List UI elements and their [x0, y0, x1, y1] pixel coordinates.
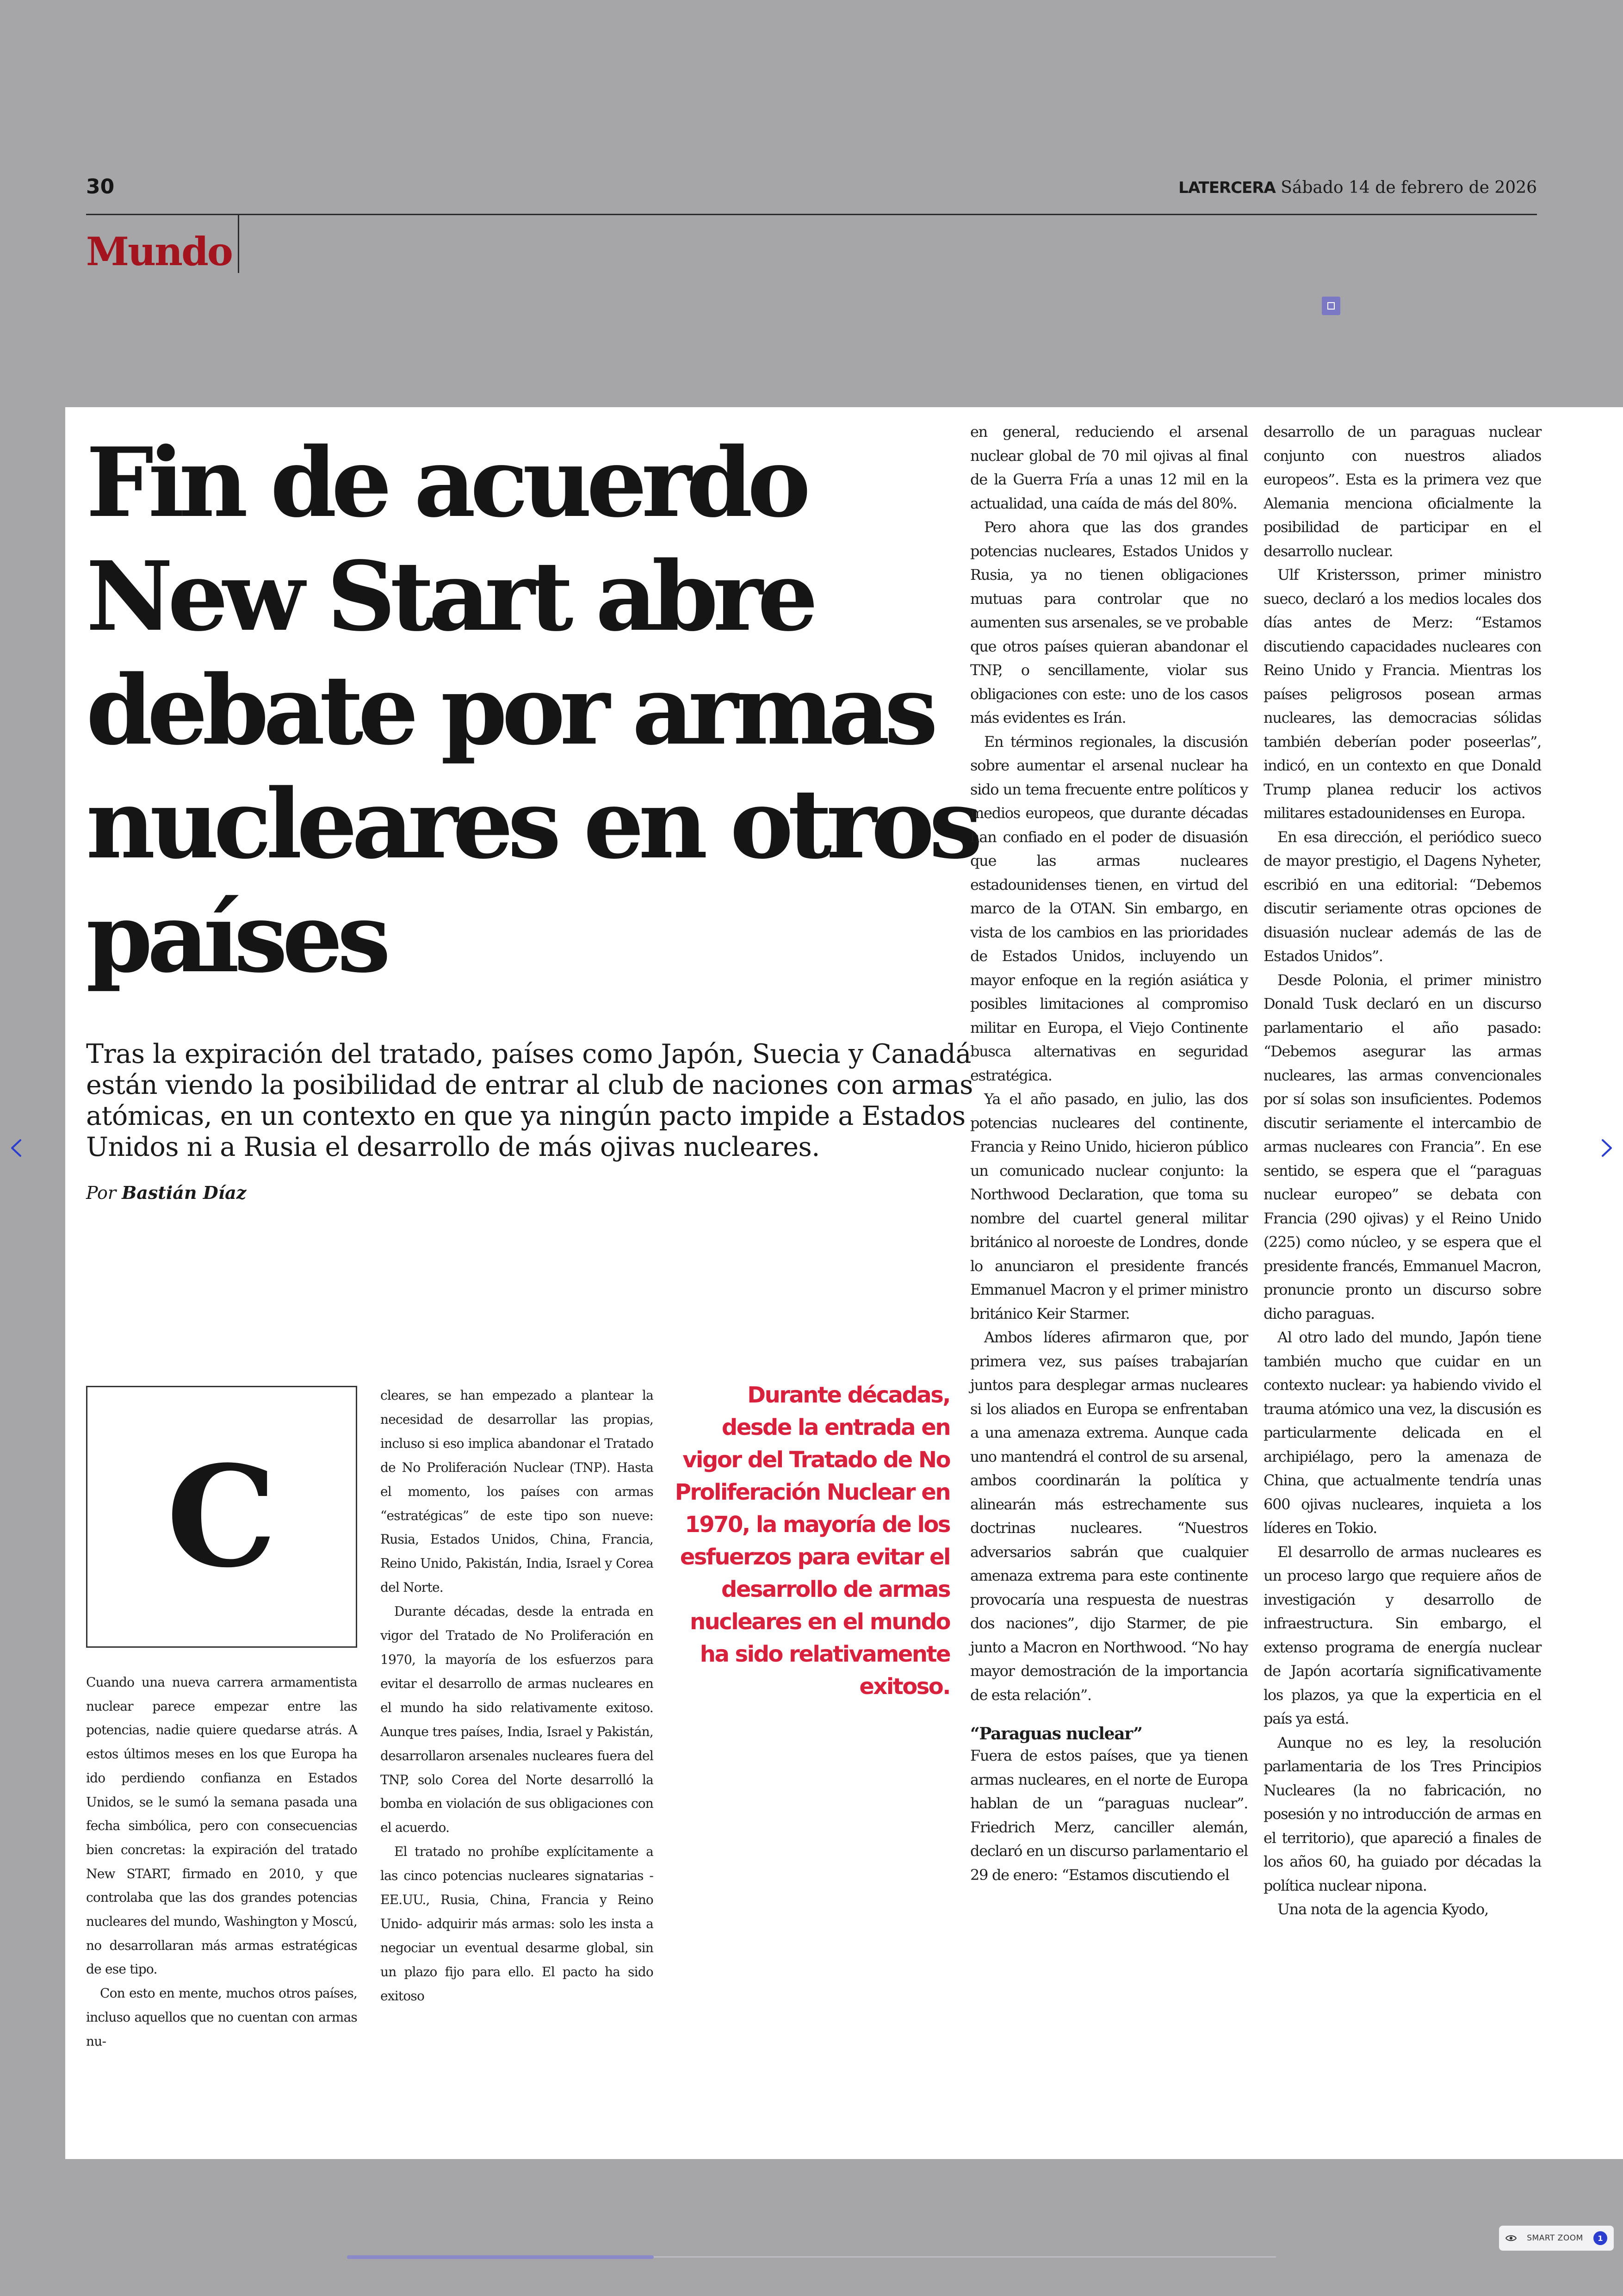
pull-quote: Durante décadas, desde la entrada en vigor del Tratado de No Proliferación Nuclear en 1970, la mayoría de los esfuerzos para evitar el desarrollo de armas nucleares en el mundo ha sido relativamente exitoso.: [675, 1382, 950, 1700]
paragraph: Fuera de estos países, que ya tienen armas nucleares, en el norte de Europa hablan de un “paraguas nuclear”. Friedrich Merz, canciller alemán, declaró en un discurso parlamentario el 29 de enero: “Estamos discutiendo el: [970, 1747, 1248, 1884]
smart-zoom-button[interactable]: [1499, 2226, 1614, 2251]
article-column-3: [970, 420, 1248, 1887]
paragraph: en general, reduciendo el arsenal nuclear global de 70 mil ojivas al final de la Guerra Fría a unas 12 mil en la actualidad, una caída de más del 80%.: [970, 423, 1248, 512]
paragraph: Ulf Kristersson, primer ministro sueco, declaró a los medios locales dos días antes de Merz: “Estamos discutiendo capacidades nucleares con Reino Unido y Francia. Mientras los países peligrosos posean armas nucleares, las democracias sólidas también deberían poder poseerlas”, indicó, en un contexto en que Donald Trump planea reducir los activos militares estadounidenses en Europa.: [1264, 566, 1541, 822]
byline-author: Bastián Díaz: [122, 1182, 247, 1203]
article-page: [65, 407, 1623, 2159]
header-rule: [86, 214, 1537, 215]
smart-zoom-count-badge: 1: [1593, 2231, 1607, 2245]
drop-cap-box: [86, 1386, 357, 1648]
chevron-right-icon: [1598, 1132, 1617, 1164]
paragraph: Aunque no es ley, la resolución parlamentaria de los Tres Principios Nucleares (la no fabricación, no posesión y no introducción de armas en el territorio), que apareció a finales de los años 60, ha guiado por décadas la política nuclear nipona.: [1264, 1733, 1541, 1894]
paragraph: En términos regionales, la discusión sobre aumentar el arsenal nuclear ha sido un tema frecuente entre políticos y medios europeos, que durante décadas han confiado en el poder de disuasión que las armas nucleares estadounidenses tienen, en virtud del marco de la OTAN. Sin embargo, en vista de los cambios en las prioridades de Estados Unidos, incluyendo un mayor enfoque en la región asiática y posibles limitaciones al compromiso militar en Europa, el Viejo Continente busca alternativas en seguridad estratégica.: [970, 732, 1248, 1084]
byline-prefix: Por: [86, 1183, 117, 1203]
paragraph: Pero ahora que las dos grandes potencias nucleares, Estados Unidos y Rusia, ya no tienen obligaciones mutuas para controlar que no aumenten sus arsenales, se ve probable que otros países quieran abandonar el TNP, o sencillamente, violar sus obligaciones con este: uno de los casos más evidentes es Irán.: [970, 518, 1248, 726]
section-label: Mundo: [86, 229, 232, 274]
smart-zoom-label: SMART ZOOM: [1527, 2234, 1583, 2243]
article-column-2: [380, 1384, 653, 2008]
paragraph: Una nota de la agencia Kyodo,: [1277, 1900, 1488, 1918]
paragraph: En esa dirección, el periódico sueco de mayor prestigio, el Dagens Nyheter, escribió en una editorial: “Debemos discutir seriamente otras opciones de disuasión nuclear además de las de Estados Unidos”.: [1264, 828, 1541, 965]
headline: Fin de acuerdo New Start abre debate por armas nucleares en otros países: [86, 427, 978, 994]
drop-cap-letter: C: [166, 1435, 277, 1598]
section-divider: [238, 214, 239, 273]
paragraph: desarrollo de un paraguas nuclear conjunto con nuestros aliados europeos”. Esta es la primera vez que Alemania menciona oficialmente la posibilidad de participar en el desarrollo nuclear.: [1264, 423, 1541, 560]
chevron-left-icon: [6, 1132, 25, 1164]
paragraph: Al otro lado del mundo, Japón tiene también mucho que cuidar en un contexto nuclear: ya habiendo vivido el trauma atómico una vez, la discusión es particularmente delicada en el archipiélago, pero la amenaza de China, que actualmente tendría unas 600 ojivas nucleares, inquieta a los líderes en Tokio.: [1264, 1328, 1541, 1537]
bookmark-marker-icon[interactable]: [1322, 297, 1340, 315]
paragraph: Cuando una nueva carrera armamentista nuclear parece empezar entre las potencias, nadie quiere quedarse atrás. A estos últimos meses en los que Europa ha ido perdiendo confianza en Estados Unidos, se le sumó la semana pasada una fecha simbólica, pero con consecuencias bien concretas: la expiración del tratado New START, firmado en 2010, y que controlaba que las dos grandes potencias nucleares del mundo, Washington y Moscú, no desarrollaran más armas estratégicas de ese tipo.: [86, 1675, 357, 1977]
page-progress-fill: [347, 2255, 654, 2259]
article-column-1: [86, 1670, 357, 2053]
header-date: [1178, 178, 1537, 197]
page-progress-bar[interactable]: [347, 2256, 1276, 2258]
paragraph: Con esto en mente, muchos otros países, incluso aquellos que no cuentan con armas nu-: [86, 1986, 357, 2049]
next-page-button[interactable]: [1598, 1132, 1617, 1164]
section-subheading: “Paraguas nuclear”: [970, 1724, 1142, 1744]
byline: [86, 1182, 246, 1203]
paragraph: Durante décadas, desde la entrada en vigor del Tratado de No Proliferación en 1970, la mayoría de los esfuerzos para evitar el desarrollo de armas nucleares en el mundo ha sido relativamente exitoso. Aunque tres países, India, Israel y Pakistán, desarrollaron arsenales nucleares fuera del TNP, solo Corea del Norte desarrolló la bomba en violación de sus obligaciones con el acuerdo.: [380, 1604, 653, 1836]
paragraph: Desde Polonia, el primer ministro Donald Tusk declaró en un discurso parlamentario el año pasado: “Debemos asegurar las armas nucleares, las armas convencionales por sí solas son insuficientes. Podemos discutir seriamente el intercambio de armas nucleares con Francia”. En ese sentido, se espera que el “paraguas nuclear europeo” se debata con Francia (290 ojivas) y el Reino Unido (225) como núcleo, y se espera que el presidente francés, Emmanuel Macron, pronuncie pronto un discurso sobre dicho paraguas.: [1264, 971, 1541, 1322]
article-column-4: [1264, 420, 1541, 1922]
paragraph: Ya el año pasado, en julio, las dos potencias nucleares del continente, Francia y Reino Unido, hicieron público un comunicado nuclear conjunto: la Northwood Declaration, que toma su nombre del cuartel general militar británico al noroeste de Londres, donde lo anunciaron el presidente francés Emmanuel Macron y el primer ministro británico Keir Starmer.: [970, 1090, 1248, 1322]
paragraph: Ambos líderes afirmaron que, por primera vez, sus países trabajarían juntos para desplegar armas nucleares si los aliados en Europa se enfrentaban a una amenaza extrema. Aunque cada uno mantendrá el control de su arsenal, ambos coordinarán la política y alinearán más estrechamente sus doctrinas nucleares. “Nuestros adversarios sabrán que cualquier amenaza extrema para este continente provocaría una respuesta de nuestras dos naciones”, dijo Starmer, de pie junto a Macron en Northwood. “No hay mayor demostración de la importancia de esta relación”.: [970, 1328, 1248, 1704]
subheadline: Tras la expiración del tratado, países como Japón, Suecia y Canadá están viendo la posibilidad de entrar al club de naciones con armas atómicas, en un contexto en que ya ningún pacto impide a Estados Unidos ni a Rusia el desarrollo de más ojivas nucleares.: [86, 1039, 973, 1162]
paragraph: cleares, se han empezado a plantear la necesidad de desarrollar las propias, incluso si eso implica abandonar el Tratado de No Proliferación Nuclear (TNP). Hasta el momento, los países con armas “estratégicas” de este tipo son nueve: Rusia, Estados Unidos, China, Francia, Reino Unido, Pakistán, India, Israel y Corea del Norte.: [380, 1388, 653, 1595]
eye-icon: [1505, 2234, 1517, 2242]
brand-name: LATERCERA: [1178, 179, 1276, 197]
paragraph: El desarrollo de armas nucleares es un proceso largo que requiere años de investigación y desarrollo de infraestructura. Sin embargo, el extenso programa de energía nuclear de Japón acortaría significativamente los plazos, ya que la experticia en el país ya está.: [1264, 1543, 1541, 1727]
publication-date: Sábado 14 de febrero de 2026: [1281, 178, 1537, 197]
previous-page-button[interactable]: [6, 1132, 25, 1164]
page-number: 30: [86, 175, 115, 199]
paragraph: El tratado no prohíbe explícitamente a las cinco potencias nucleares signatarias -EE.UU., Rusia, China, Francia y Reino Unido- adquirir más armas: solo les insta a negociar un eventual desarme global, sin un plazo fijo para ello. El pacto ha sido exitoso: [380, 1844, 653, 2004]
